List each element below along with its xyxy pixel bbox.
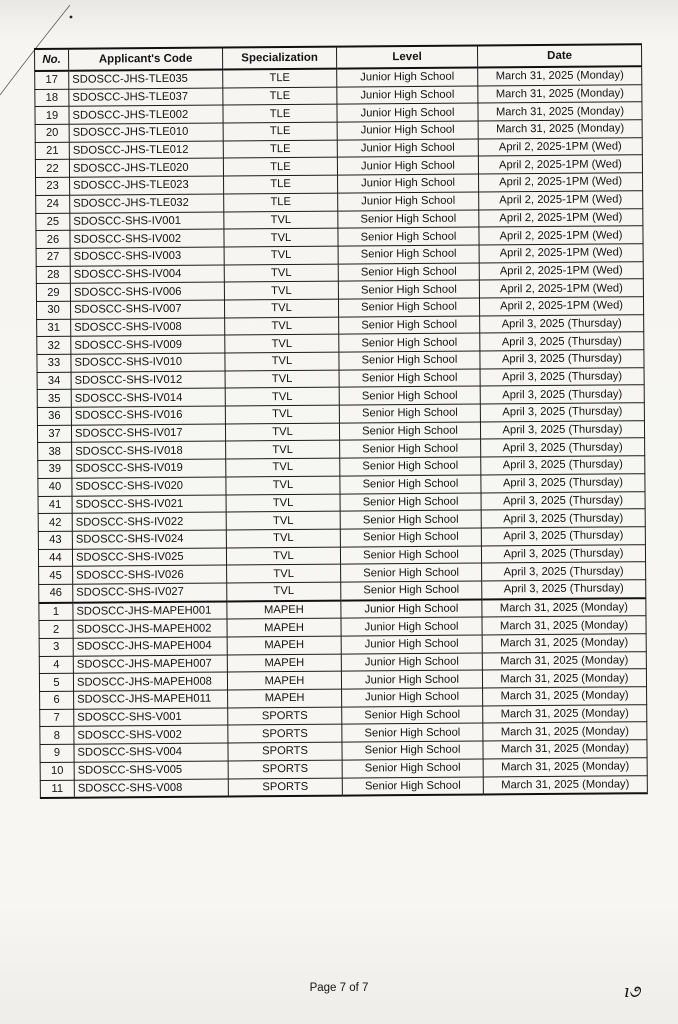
cell-applicant-code: SDOSCC-JHS-TLE023 xyxy=(70,176,224,195)
cell-level: Junior High School xyxy=(337,68,478,87)
cell-specialization: SPORTS xyxy=(228,778,342,797)
cell-no: 8 xyxy=(40,727,74,745)
cell-applicant-code: SDOSCC-SHS-IV019 xyxy=(72,459,226,478)
cell-level: Senior High School xyxy=(339,386,480,405)
cell-no: 10 xyxy=(40,762,74,780)
cell-level: Junior High School xyxy=(337,121,478,140)
cell-date: March 31, 2025 (Monday) xyxy=(478,66,642,85)
cell-specialization: TVL xyxy=(226,529,340,548)
cell-no: 25 xyxy=(36,213,70,231)
cell-specialization: TVL xyxy=(225,334,339,353)
cell-applicant-code: SDOSCC-JHS-TLE037 xyxy=(69,88,223,107)
cell-specialization: TVL xyxy=(225,352,339,371)
cell-level: Senior High School xyxy=(340,546,481,565)
cell-level: Senior High School xyxy=(340,475,481,494)
cell-applicant-code: SDOSCC-SHS-IV001 xyxy=(70,212,224,231)
cell-applicant-code: SDOSCC-JHS-TLE010 xyxy=(69,123,223,142)
cell-specialization: TVL xyxy=(225,423,339,442)
cell-applicant-code: SDOSCC-JHS-MAPEH011 xyxy=(74,690,228,709)
cell-applicant-code: SDOSCC-JHS-TLE032 xyxy=(70,194,224,213)
cell-date: March 31, 2025 (Monday) xyxy=(483,740,647,759)
cell-no: 37 xyxy=(37,425,71,443)
cell-specialization: TVL xyxy=(226,441,340,460)
cell-no: 7 xyxy=(40,709,74,727)
cell-level: Senior High School xyxy=(342,776,483,795)
header-date: Date xyxy=(477,44,641,67)
cell-no: 39 xyxy=(38,460,72,478)
cell-date: April 3, 2025 (Thursday) xyxy=(480,385,644,404)
cell-date: April 2, 2025-1PM (Wed) xyxy=(479,261,643,280)
cell-level: Senior High School xyxy=(338,227,479,246)
cell-specialization: TVL xyxy=(224,228,338,247)
cell-level: Senior High School xyxy=(338,280,479,299)
cell-specialization: TVL xyxy=(226,458,340,477)
cell-date: April 3, 2025 (Thursday) xyxy=(480,314,644,333)
cell-specialization: SPORTS xyxy=(228,707,342,726)
cell-date: April 2, 2025-1PM (Wed) xyxy=(478,137,642,156)
cell-no: 6 xyxy=(40,691,74,709)
cell-level: Senior High School xyxy=(341,563,482,582)
cell-level: Senior High School xyxy=(338,245,479,264)
cell-no: 1 xyxy=(39,602,73,620)
cell-applicant-code: SDOSCC-JHS-MAPEH007 xyxy=(73,655,227,674)
cell-level: Senior High School xyxy=(340,510,481,529)
cell-level: Senior High School xyxy=(338,298,479,317)
cell-applicant-code: SDOSCC-SHS-IV016 xyxy=(71,406,225,425)
cell-level: Junior High School xyxy=(342,688,483,707)
header-specialization: Specialization xyxy=(223,47,337,70)
cell-date: April 3, 2025 (Thursday) xyxy=(481,509,645,528)
cell-specialization: MAPEH xyxy=(228,689,342,708)
cell-no: 26 xyxy=(36,230,70,248)
cell-applicant-code: SDOSCC-SHS-V004 xyxy=(74,743,228,762)
cell-specialization: MAPEH xyxy=(227,654,341,673)
cell-no: 38 xyxy=(38,443,72,461)
cell-specialization: TLE xyxy=(223,140,337,159)
cell-no: 35 xyxy=(37,390,71,408)
cell-level: Senior High School xyxy=(339,351,480,370)
cell-no: 5 xyxy=(39,674,73,692)
cell-applicant-code: SDOSCC-SHS-IV018 xyxy=(72,441,226,460)
cell-date: March 31, 2025 (Monday) xyxy=(483,687,647,706)
cell-applicant-code: SDOSCC-JHS-MAPEH001 xyxy=(73,601,227,620)
cell-no: 31 xyxy=(37,319,71,337)
cell-specialization: TVL xyxy=(226,511,340,530)
cell-no: 20 xyxy=(35,124,69,142)
cell-no: 34 xyxy=(37,372,71,390)
cell-no: 40 xyxy=(38,478,72,496)
cell-level: Junior High School xyxy=(338,192,479,211)
cell-no: 22 xyxy=(35,160,69,178)
cell-specialization: TVL xyxy=(225,387,339,406)
cell-date: March 31, 2025 (Monday) xyxy=(482,669,646,688)
cell-specialization: TVL xyxy=(225,405,339,424)
cell-applicant-code: SDOSCC-SHS-IV010 xyxy=(71,353,225,372)
cell-no: 46 xyxy=(39,584,73,602)
cell-level: Senior High School xyxy=(340,493,481,512)
cell-date: April 3, 2025 (Thursday) xyxy=(480,332,644,351)
cell-no: 3 xyxy=(39,638,73,656)
cell-date: March 31, 2025 (Monday) xyxy=(482,651,646,670)
cell-date: April 3, 2025 (Thursday) xyxy=(480,350,644,369)
cell-date: April 3, 2025 (Thursday) xyxy=(482,562,646,581)
cell-no: 28 xyxy=(36,266,70,284)
cell-specialization: TVL xyxy=(224,281,338,300)
cell-level: Senior High School xyxy=(338,263,479,282)
cell-applicant-code: SDOSCC-JHS-MAPEH004 xyxy=(73,637,227,656)
cell-applicant-code: SDOSCC-SHS-V005 xyxy=(74,761,228,780)
cell-level: Junior High School xyxy=(337,139,478,158)
cell-applicant-code: SDOSCC-JHS-MAPEH002 xyxy=(73,619,227,638)
cell-date: April 2, 2025-1PM (Wed) xyxy=(479,279,643,298)
cell-specialization: TLE xyxy=(223,69,337,88)
table-row xyxy=(40,775,647,798)
cell-specialization: TLE xyxy=(223,104,337,123)
cell-level: Junior High School xyxy=(337,103,478,122)
cell-level: Senior High School xyxy=(340,528,481,547)
cell-applicant-code: SDOSCC-SHS-IV026 xyxy=(73,565,227,584)
cell-level: Senior High School xyxy=(342,741,483,760)
cell-date: April 2, 2025-1PM (Wed) xyxy=(478,155,642,174)
cell-specialization: TVL xyxy=(227,564,341,583)
cell-no: 30 xyxy=(36,301,70,319)
cell-specialization: MAPEH xyxy=(227,636,341,655)
cell-specialization: SPORTS xyxy=(228,725,342,744)
cell-specialization: TVL xyxy=(224,299,338,318)
cell-level: Senior High School xyxy=(339,422,480,441)
cell-level: Junior High School xyxy=(337,156,478,175)
cell-applicant-code: SDOSCC-SHS-IV027 xyxy=(73,583,227,602)
cell-date: March 31, 2025 (Monday) xyxy=(483,704,647,723)
cell-no: 44 xyxy=(38,549,72,567)
cell-date: March 31, 2025 (Monday) xyxy=(482,634,646,653)
cell-specialization: TVL xyxy=(226,494,340,513)
cell-applicant-code: SDOSCC-SHS-IV004 xyxy=(70,265,224,284)
cell-level: Senior High School xyxy=(339,404,480,423)
cell-no: 45 xyxy=(39,566,73,584)
cell-level: Senior High School xyxy=(341,581,482,600)
cell-no: 19 xyxy=(35,107,69,125)
cell-specialization: TVL xyxy=(224,264,338,283)
handwritten-page-mark: ı૭ xyxy=(624,982,640,1002)
cell-date: April 2, 2025-1PM (Wed) xyxy=(479,208,643,227)
cell-applicant-code: SDOSCC-JHS-TLE020 xyxy=(69,158,223,177)
cell-level: Junior High School xyxy=(341,599,482,618)
cell-no: 32 xyxy=(37,337,71,355)
cell-applicant-code: SDOSCC-SHS-V001 xyxy=(74,708,228,727)
cell-specialization: MAPEH xyxy=(227,618,341,637)
cell-no: 18 xyxy=(35,89,69,107)
cell-date: April 3, 2025 (Thursday) xyxy=(481,438,645,457)
cell-date: April 3, 2025 (Thursday) xyxy=(481,544,645,563)
cell-no: 36 xyxy=(37,407,71,425)
cell-specialization: TVL xyxy=(226,547,340,566)
cell-date: April 2, 2025-1PM (Wed) xyxy=(479,297,643,316)
cell-date: March 31, 2025 (Monday) xyxy=(483,758,647,777)
cell-level: Junior High School xyxy=(341,617,482,636)
cell-level: Junior High School xyxy=(341,653,482,672)
cell-applicant-code: SDOSCC-SHS-V008 xyxy=(74,778,228,797)
cell-date: April 3, 2025 (Thursday) xyxy=(480,403,644,422)
cell-date: April 3, 2025 (Thursday) xyxy=(481,474,645,493)
cell-date: March 31, 2025 (Monday) xyxy=(482,598,646,617)
cell-date: April 3, 2025 (Thursday) xyxy=(481,527,645,546)
cell-applicant-code: SDOSCC-SHS-IV017 xyxy=(71,424,225,443)
cell-applicant-code: SDOSCC-SHS-V002 xyxy=(74,725,228,744)
cell-level: Junior High School xyxy=(341,670,482,689)
cell-no: 41 xyxy=(38,496,72,514)
cell-level: Senior High School xyxy=(339,369,480,388)
cell-no: 24 xyxy=(36,195,70,213)
page-number: Page 7 of 7 xyxy=(309,982,369,994)
cell-level: Senior High School xyxy=(339,333,480,352)
cell-level: Senior High School xyxy=(339,316,480,335)
cell-applicant-code: SDOSCC-SHS-IV025 xyxy=(72,548,226,567)
cell-no: 4 xyxy=(39,656,73,674)
cell-specialization: TVL xyxy=(224,246,338,265)
cell-applicant-code: SDOSCC-SHS-IV009 xyxy=(71,335,225,354)
cell-date: April 3, 2025 (Thursday) xyxy=(481,491,645,510)
cell-no: 11 xyxy=(40,780,74,798)
cell-specialization: TLE xyxy=(224,193,338,212)
cell-date: April 2, 2025-1PM (Wed) xyxy=(479,226,643,245)
cell-applicant-code: SDOSCC-SHS-IV020 xyxy=(72,477,226,496)
cell-level: Junior High School xyxy=(337,86,478,105)
cell-specialization: TLE xyxy=(223,122,337,141)
cell-specialization: MAPEH xyxy=(227,600,341,619)
cell-level: Junior High School xyxy=(338,174,479,193)
cell-date: April 3, 2025 (Thursday) xyxy=(480,367,644,386)
cell-level: Junior High School xyxy=(341,635,482,654)
cell-applicant-code: SDOSCC-JHS-TLE002 xyxy=(69,105,223,124)
cell-no: 42 xyxy=(38,513,72,531)
cell-date: March 31, 2025 (Monday) xyxy=(478,84,642,103)
cell-no: 21 xyxy=(35,142,69,160)
cell-date: March 31, 2025 (Monday) xyxy=(483,775,647,794)
cell-specialization: SPORTS xyxy=(228,742,342,761)
cell-applicant-code: SDOSCC-SHS-IV021 xyxy=(72,495,226,514)
cell-no: 43 xyxy=(38,531,72,549)
cell-applicant-code: SDOSCC-SHS-IV012 xyxy=(71,371,225,390)
cell-level: Senior High School xyxy=(340,457,481,476)
cell-specialization: TVL xyxy=(225,317,339,336)
cell-specialization: TVL xyxy=(225,370,339,389)
cell-level: Senior High School xyxy=(342,723,483,742)
cell-applicant-code: SDOSCC-SHS-IV022 xyxy=(72,512,226,531)
schedule-table xyxy=(34,43,648,799)
cell-applicant-code: SDOSCC-SHS-IV002 xyxy=(70,229,224,248)
cell-level: Senior High School xyxy=(342,706,483,725)
cell-date: April 2, 2025-1PM (Wed) xyxy=(479,244,643,263)
header-no: No. xyxy=(35,49,69,71)
cell-date: March 31, 2025 (Monday) xyxy=(478,120,642,139)
cell-specialization: TLE xyxy=(223,158,337,177)
cell-level: Senior High School xyxy=(342,759,483,778)
cell-no: 23 xyxy=(36,177,70,195)
cell-no: 9 xyxy=(40,744,74,762)
cell-specialization: MAPEH xyxy=(227,671,341,690)
cell-no: 17 xyxy=(35,71,69,89)
header-level: Level xyxy=(336,46,477,69)
cell-date: April 3, 2025 (Thursday) xyxy=(482,580,646,599)
cell-specialization: TLE xyxy=(224,175,338,194)
cell-date: April 2, 2025-1PM (Wed) xyxy=(479,173,643,192)
cell-specialization: TVL xyxy=(226,476,340,495)
cell-date: April 2, 2025-1PM (Wed) xyxy=(479,191,643,210)
cell-no: 27 xyxy=(36,248,70,266)
cell-date: April 3, 2025 (Thursday) xyxy=(481,456,645,475)
cell-no: 33 xyxy=(37,354,71,372)
cell-specialization: TVL xyxy=(227,582,341,601)
cell-no: 2 xyxy=(39,621,73,639)
cell-applicant-code: SDOSCC-SHS-IV006 xyxy=(70,282,224,301)
cell-specialization: TLE xyxy=(223,87,337,106)
cell-applicant-code: SDOSCC-SHS-IV024 xyxy=(72,530,226,549)
header-applicant-code: Applicant's Code xyxy=(69,48,223,71)
cell-date: March 31, 2025 (Monday) xyxy=(478,102,642,121)
cell-date: April 3, 2025 (Thursday) xyxy=(480,420,644,439)
cell-date: March 31, 2025 (Monday) xyxy=(483,722,647,741)
cell-applicant-code: SDOSCC-SHS-IV014 xyxy=(71,388,225,407)
cell-applicant-code: SDOSCC-SHS-IV008 xyxy=(71,318,225,337)
cell-level: Senior High School xyxy=(340,439,481,458)
cell-specialization: TVL xyxy=(224,211,338,230)
cell-applicant-code: SDOSCC-SHS-IV007 xyxy=(70,300,224,319)
cell-applicant-code: SDOSCC-JHS-TLE012 xyxy=(69,141,223,160)
cell-applicant-code: SDOSCC-JHS-MAPEH008 xyxy=(73,672,227,691)
cell-no: 29 xyxy=(36,283,70,301)
cell-applicant-code: SDOSCC-JHS-TLE035 xyxy=(69,70,223,89)
cell-applicant-code: SDOSCC-SHS-IV003 xyxy=(70,247,224,266)
cell-specialization: SPORTS xyxy=(228,760,342,779)
cell-level: Senior High School xyxy=(338,210,479,229)
cell-date: March 31, 2025 (Monday) xyxy=(482,616,646,635)
